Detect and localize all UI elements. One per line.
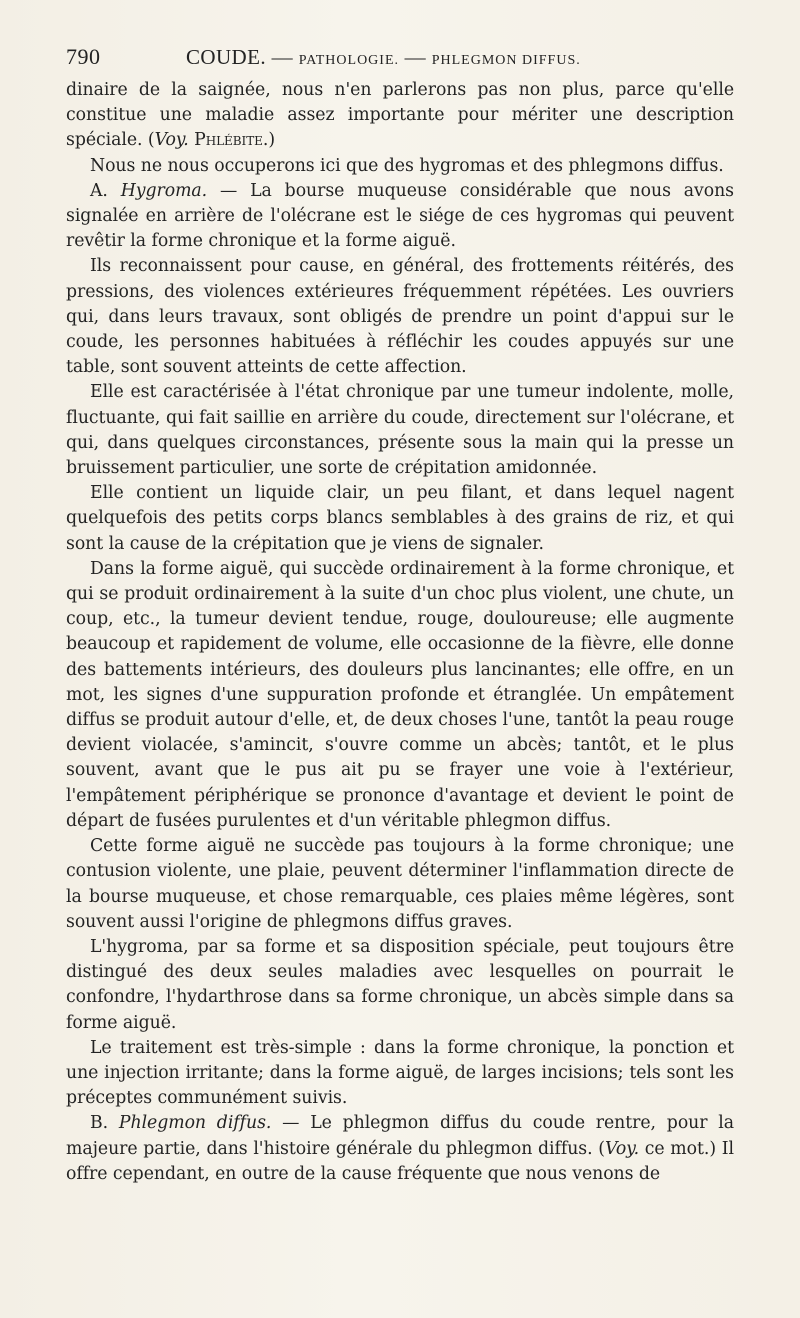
paragraph-text: Ils reconnaissent pour cause, en général, des frottements réitérés, des pressions, des violences extérieures fréquemment répétées. Les ouvriers qui, dans leurs travaux, sont obligés de prendre un point d'appui sur le coude, les personnes habituées à réfléchir les coudes appuyés sur une table, sont souvent atteints de cette affection.	[66, 256, 734, 378]
paragraph	[66, 834, 734, 935]
paragraph	[66, 935, 734, 1036]
smallcaps-text: Phlébite	[194, 130, 263, 151]
paragraph-text: Elle est caractérisée à l'état chronique par une tumeur indolente, molle, fluctuante, qui fait saillie en arrière du coude, directement sur l'olécrane, et qui, dans quelques circonstances, présente sous la main qui la presse un bruissement particulier, une sorte de crépitation amidonnée.	[66, 382, 734, 479]
italic-text: Phlegmon diffus.	[118, 1113, 272, 1134]
paragraph-text: Le traitement est très-simple : dans la forme chronique, la ponction et une injection irritante; dans la forme aiguë, de larges incisions; tels sont les préceptes communément suivis.	[66, 1037, 734, 1109]
paragraph	[66, 1111, 734, 1187]
paragraph-text: dinaire de la saignée, nous n'en parlerons pas non plus, parce qu'elle constitue une maladie assez importante pour mériter une description spéciale. (	[66, 80, 734, 151]
paragraph-text: Elle contient un liquide clair, un peu filant, et dans lequel nagent quelquefois des petits corps blancs semblables à des grains de riz, et qui sont la cause de la crépitation que je viens de signaler.	[66, 483, 734, 554]
running-title-section-2: PHLEGMON DIFFUS.	[431, 53, 581, 68]
paragraph-text: Nous ne nous occuperons ici que des hygromas et des phlegmons diffus.	[90, 155, 724, 176]
running-title-main: COUDE.	[186, 45, 266, 69]
paragraph	[66, 1036, 734, 1112]
paragraph-text: B.	[90, 1113, 119, 1134]
paragraph	[66, 179, 734, 255]
paragraph	[66, 380, 734, 481]
body-text	[66, 78, 734, 1187]
running-title	[186, 45, 581, 70]
italic-text: Hygroma.	[120, 180, 208, 201]
paragraph	[66, 78, 734, 154]
paragraph	[66, 481, 734, 557]
paragraph-text: Cette forme aiguë ne succède pas toujours à la forme chronique; une contusion violente, une plaie, peuvent déterminer l'inflammation directe de la bourse muqueuse, et chose remarquable, ces plaies même légères, sont souvent aussi l'origine de phlegmons diffus graves.	[66, 836, 734, 932]
italic-text: Voy.	[604, 1138, 640, 1159]
paragraph-text: — La bourse muqueuse considérable que nous avons signalée en arrière de l'olécrane est le siége de ces hygromas qui peuvent revêtir la forme chronique et la forme aiguë.	[66, 180, 734, 252]
paragraph	[66, 254, 734, 380]
paragraph-text: Dans la forme aiguë, qui succède ordinairement à la forme chronique, et qui se produit ordinairement à la suite d'un choc plus violent, une chute, un coup, etc., la tumeur devient tendue, rouge, douloureuse; elle augmente beaucoup et rapidement de volume, elle occasionne de la fièvre, elle donne des battements intérieurs, des douleurs plus lancinantes; elle offre, en un mot, les signes d'une suppuration profonde et étranglée. Un empâtement diffus se produit autour d'elle, et, de deux choses l'une, tantôt la peau rouge devient violacée, s'amincit, s'ouvre comme un abcès; tantôt, et le plus souvent, avant que le pus ait pu se frayer une voie à l'extérieur, l'empâtement périphérique se prononce d'avantage et devient le point de départ de fusées purulentes et d'un véritable phlegmon diffus.	[66, 558, 734, 831]
running-title-dash-1: —	[265, 45, 299, 69]
paragraph-text: L'hygroma, par sa forme et sa disposition spéciale, peut toujours être distingué des deux seules maladies avec lesquelles on pourrait le confondre, l'hydarthrose dans sa forme chronique, un abcès simple dans sa forme aiguë.	[66, 936, 734, 1033]
running-header	[66, 44, 730, 70]
paragraph	[66, 154, 734, 179]
page-number: 790	[66, 44, 101, 69]
paragraph-text: .)	[262, 130, 276, 151]
paragraph-text: — Le phlegmon diffus du coude rentre, pour la majeure partie, dans l'histoire générale du phlegmon diffus. (	[66, 1113, 734, 1159]
running-title-section-1: PATHOLOGIE.	[298, 53, 400, 68]
running-title-dash-2: —	[399, 45, 432, 69]
italic-text: Voy.	[154, 130, 189, 151]
paragraph-text: ce mot.) Il offre cependant, en outre de la cause fréquente que nous venons de	[66, 1138, 734, 1184]
paragraph	[66, 557, 734, 834]
paragraph-text: A.	[90, 180, 121, 201]
